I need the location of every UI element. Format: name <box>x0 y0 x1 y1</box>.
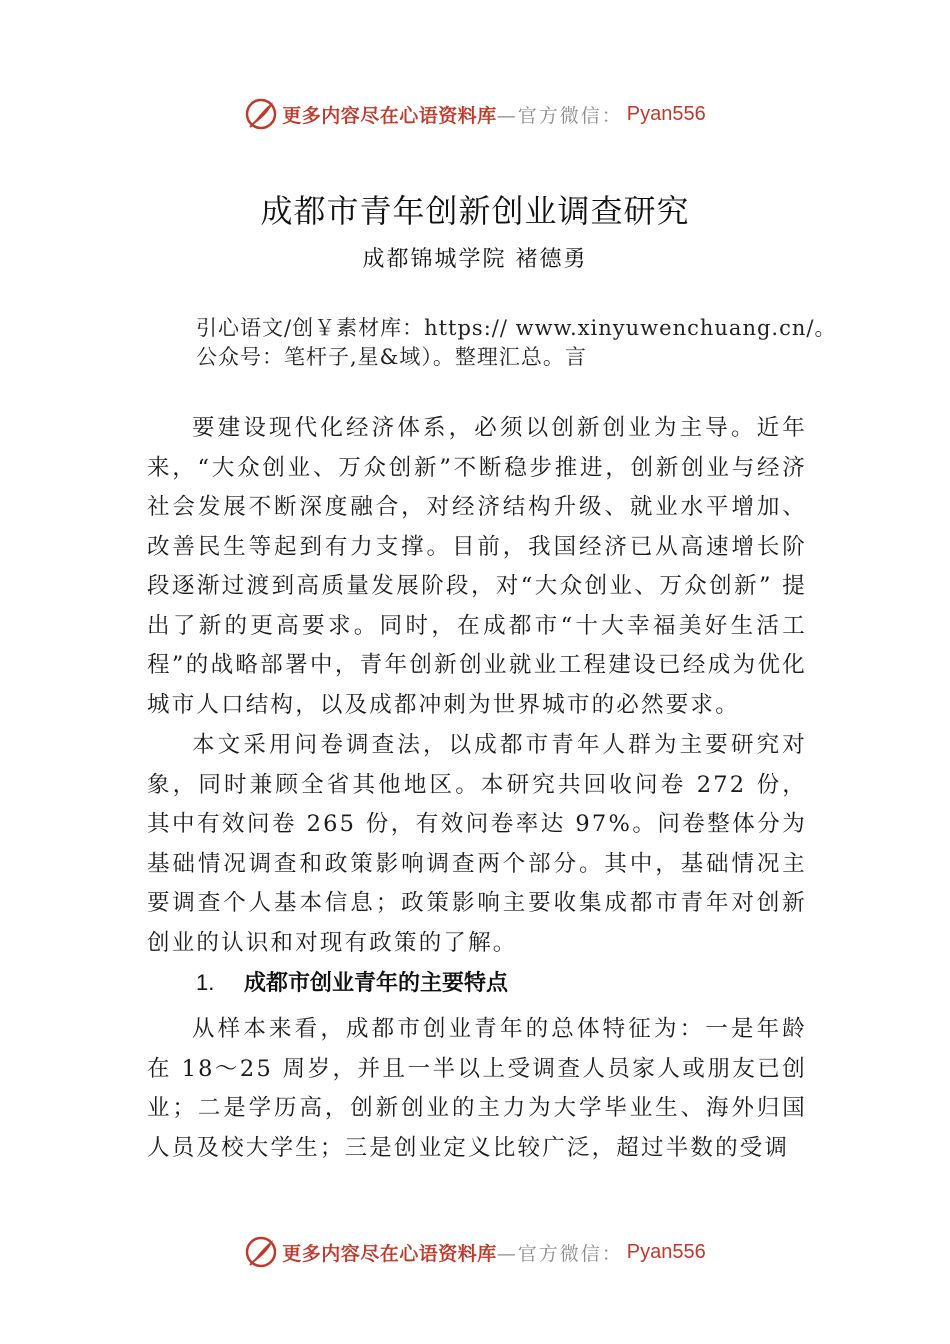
document-author: 成都锦城学院 褚德勇 <box>362 247 588 272</box>
section-number: 1. <box>196 970 215 995</box>
banner-wechat-handle: Pyan556 <box>626 1240 706 1263</box>
banner-wechat-label: —官方微信： <box>496 104 623 127</box>
banner-wechat-handle: Pyan556 <box>626 102 706 125</box>
paragraph-method: 本文采用问卷调查法，以成都市青年人群为主要研究对象，同时兼顾全省其他地区。本研究共回收问卷 272 份，其中有效问卷 265 份，有效问卷率达 97%。问卷整体分为基础情况调查和政策影响调查两个部分。其中，基础情况主要调查个人基本信息；政策影响主要收集成都市青年对创新创业的认识和对现有政策的了解。 <box>147 732 807 956</box>
banner-site-name: 更多内容尽在心语资料库 <box>282 1242 497 1265</box>
source-note: 引心语文/创￥素材库：https:// www.xinyuwenchuang.cn/。公众号：笔杆子,星&域）。整理汇总。言 <box>196 316 837 369</box>
quill-logo-icon <box>244 1235 278 1269</box>
header-banner <box>0 94 950 134</box>
document-title: 成都市青年创新创业调查研究 <box>260 192 690 230</box>
paragraph-intro: 要建设现代化经济体系，必须以创新创业为主导。近年来，“大众创业、万众创新”不断稳步推进，创新创业与经济社会发展不断深度融合，对经济结构升级、就业水平增加、 改善民生等起到有力支撑。目前，我国经济已从高速增长阶段逐渐过渡到高质量发展阶段，对“大众创业、万众创新” 提出了新的更高要求。同时，在成都市“十大幸福美好生活工程”的战略部署中，青年创新创业就业工程建设已经成为优化城市人口结构，以及成都冲刺为世界城市的必然要求。 <box>147 415 807 718</box>
footer-banner <box>0 1232 950 1272</box>
section-title: 成都市创业青年的主要特点 <box>244 970 509 995</box>
section-heading <box>196 966 508 997</box>
banner-wechat-label: —官方微信： <box>496 1242 623 1265</box>
quill-logo-icon <box>244 97 278 131</box>
banner-site-name: 更多内容尽在心语资料库 <box>282 104 497 127</box>
paragraph-features: 从样本来看，成都市创业青年的总体特征为：一是年龄在 18～25 周岁，并且一半以上受调查人员家人或朋友已创业；二是学历高，创新创业的主力为大学毕业生、海外归国人员及校大学生；三是创业定义比较广泛，超过半数的受调 <box>147 1016 807 1161</box>
